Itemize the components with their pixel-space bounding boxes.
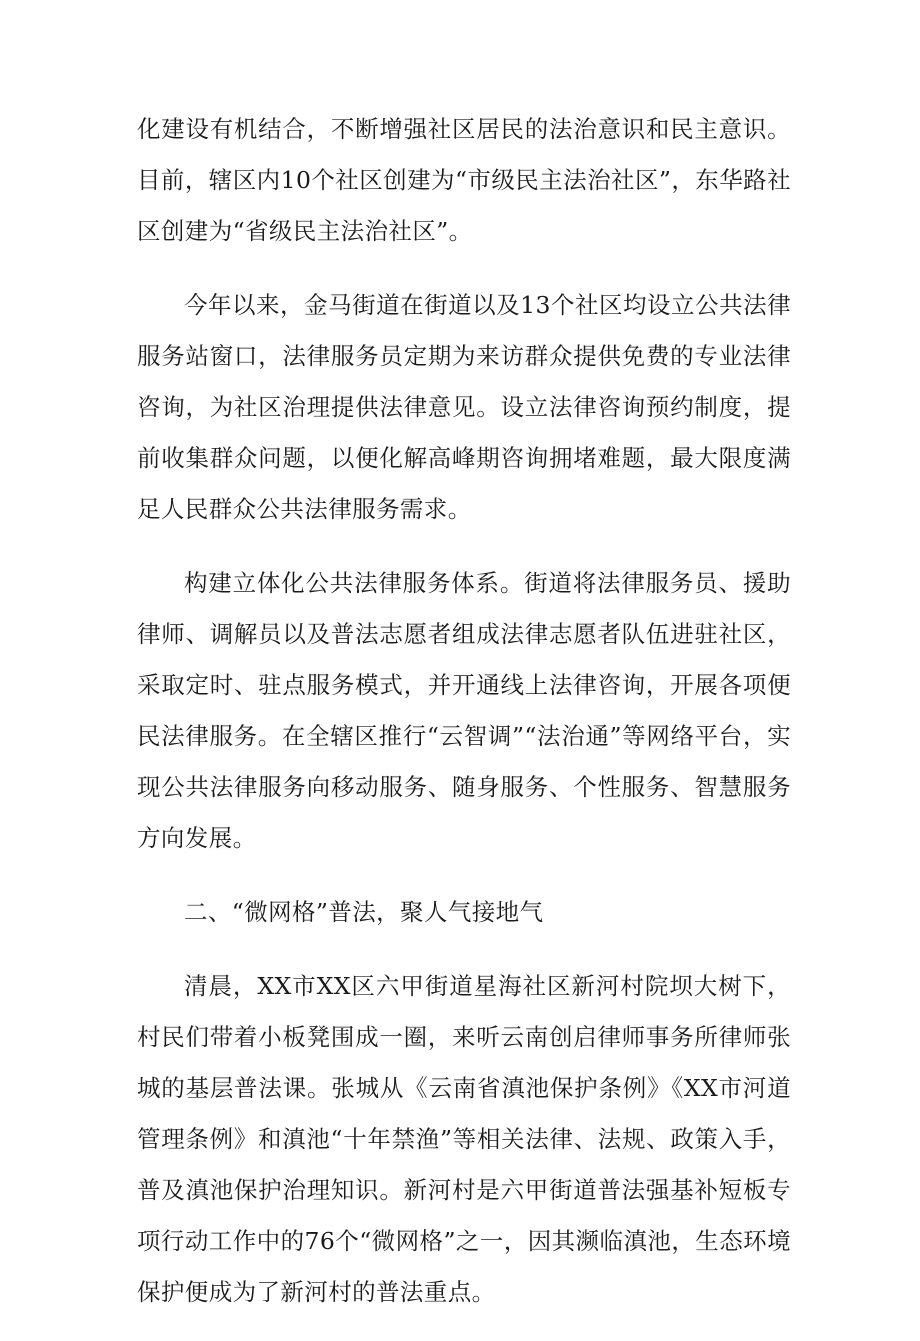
paragraph-2: 今年以来，金马街道在街道以及13个社区均设立公共法律服务站窗口，法律服务员定期为来访群众提供免费的专业法律咨询，为社区治理提供法律意见。设立法律咨询预约制度，提前收集群众问题，以便化解高峰期咨询拥堵难题，最大限度满足人民群众公共法律服务需求。 [137, 291, 791, 523]
paragraph-3: 构建立体化公共法律服务体系。街道将法律服务员、援助律师、调解员以及普法志愿者组成法律志愿者队伍进驻社区，采取定时、驻点服务模式，并开通线上法律咨询，开展各项便民法律服务。在全辖区推行“云智调”“法治通”等网络平台，实现公共法律服务向移动服务、随身服务、个性服务、智慧服务方向发展。 [137, 569, 791, 852]
section-heading: 二、“微网格”普法，聚人气接地气 [184, 898, 544, 926]
paragraph-1: 化建设有机结合，不断增强社区居民的法治意识和民主意识。目前，辖区内10个社区创建为“市级民主法治社区”，东华路社区创建为“省级民主法治社区”。 [137, 115, 791, 245]
document-page [137, 104, 791, 1341]
paragraph-4: 清晨，XX市XX区六甲街道星海社区新河村院坝大树下，村民们带着小板凳围成一圈，来听云南创启律师事务所律师张城的基层普法课。张城从《云南省滇池保护条例》《XX市河道管理条例》和滇池“十年禁渔”等相关法律、法规、政策入手，普及滇池保护治理知识。新河村是六甲街道普法强基补短板专项行动工作中的76个“微网格”之一，因其濒临滇池，生态环境保护便成为了新河村的普法重点。 [137, 972, 791, 1306]
